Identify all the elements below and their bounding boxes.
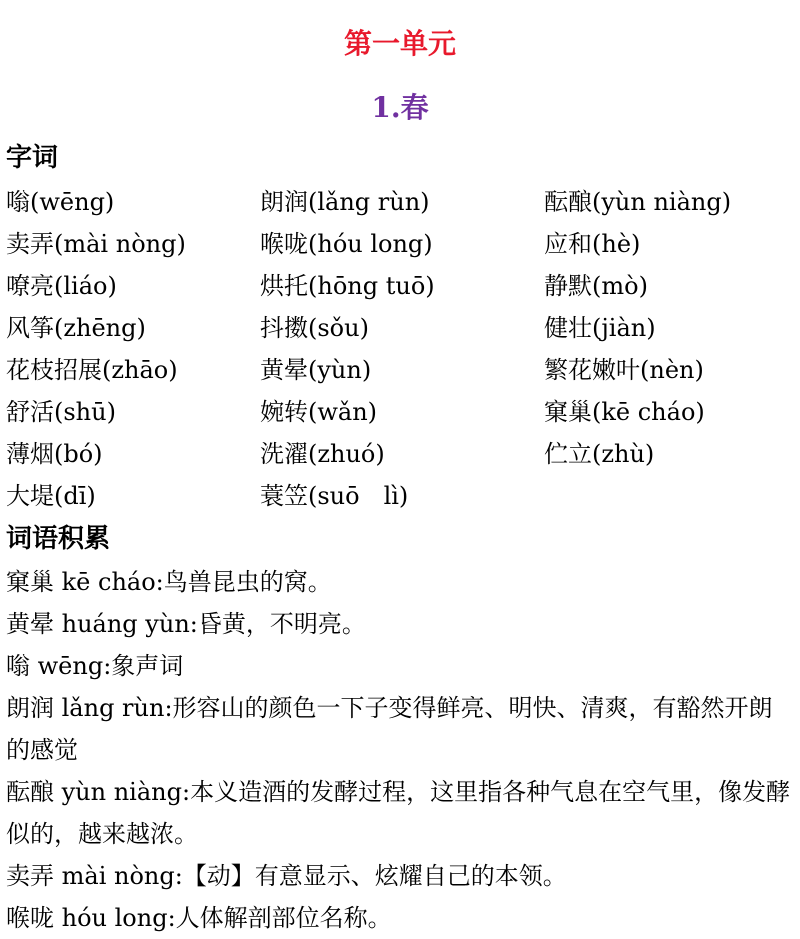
vocab-item: 健壮(jiàn)	[544, 314, 656, 342]
definition-entry: 卖弄 mài nòng:【动】有意显示、炫耀自己的本领。	[6, 862, 567, 890]
vocab-item: 婉转(wǎn)	[260, 398, 378, 426]
vocab-item: 舒活(shū)	[6, 398, 116, 426]
vocab-item: 繁花嫩叶(nèn)	[544, 356, 704, 384]
vocab-item: 窠巢(kē cháo)	[544, 398, 705, 426]
vocab-item: 黄晕(yùn)	[260, 356, 372, 384]
vocab-item: 风筝(zhēng)	[6, 314, 146, 342]
vocab-item: 蓑笠(suō lì)	[260, 482, 409, 510]
vocab-item-empty	[544, 475, 796, 517]
lesson-title: 1.春	[371, 91, 429, 124]
section-heading-word-accumulation: 词语积累	[6, 524, 111, 554]
definition-entry: 朗润 lǎng rùn:形容山的颜色一下子变得鲜亮、明快、清爽，有豁然开朗的感觉	[6, 694, 773, 764]
vocab-item: 应和(hè)	[544, 230, 641, 258]
vocab-item: 卖弄(mài nòng)	[6, 230, 186, 258]
vocab-item: 伫立(zhù)	[544, 440, 655, 468]
vocab-item: 烘托(hōng tuō)	[260, 272, 435, 300]
vocab-item: 喉咙(hóu long)	[260, 230, 433, 258]
section-heading-vocabulary: 字词	[6, 143, 59, 173]
vocab-item: 嗡(wēng)	[6, 188, 115, 216]
vocabulary-grid	[6, 181, 796, 517]
vocab-item: 洗濯(zhuó)	[260, 440, 385, 468]
vocab-item: 花枝招展(zhāo)	[6, 356, 178, 384]
vocab-item: 嘹亮(liáo)	[6, 272, 117, 300]
definition-entry: 嗡 wēng:象声词	[6, 652, 184, 680]
vocab-item: 朗润(lǎng rùn)	[260, 188, 430, 216]
vocab-item: 大堤(dī)	[6, 482, 96, 510]
vocab-item: 薄烟(bó)	[6, 440, 103, 468]
definition-entry: 酝酿 yùn niàng:本义造酒的发酵过程，这里指各种气息在空气里，像发酵似的，越来越浓。	[6, 778, 791, 848]
unit-title: 第一单元	[343, 27, 456, 60]
definition-entry: 喉咙 hóu long:人体解剖部位名称。	[6, 904, 392, 932]
definition-entry: 窠巢 kē cháo:鸟兽昆虫的窝。	[6, 568, 332, 596]
definition-list	[6, 561, 796, 939]
vocab-item: 静默(mò)	[544, 272, 648, 300]
definition-entry: 黄晕 huáng yùn:昏黄，不明亮。	[6, 610, 366, 638]
vocab-item: 酝酿(yùn niàng)	[544, 188, 732, 216]
vocab-item: 抖擞(sǒu)	[260, 314, 369, 342]
